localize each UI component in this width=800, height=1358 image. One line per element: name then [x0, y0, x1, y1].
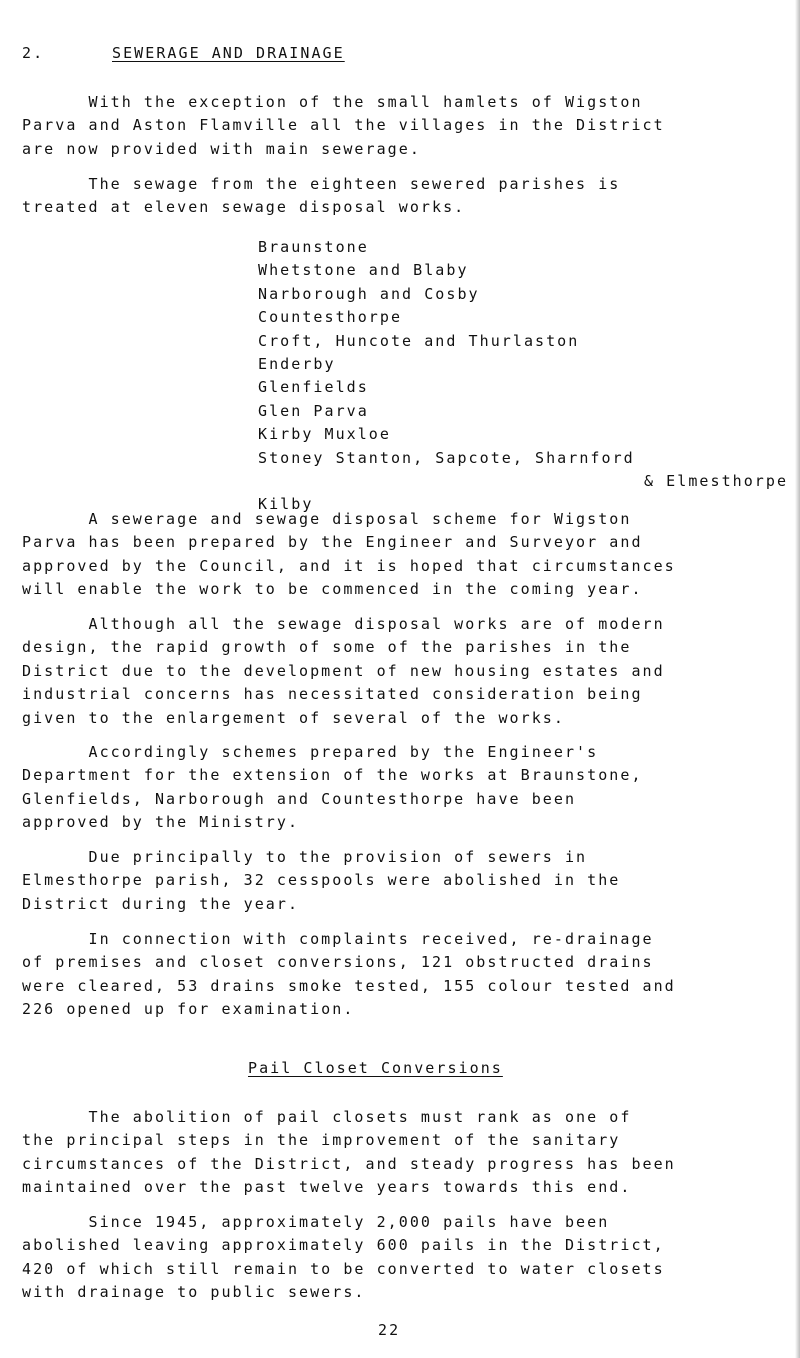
section-number: 2. — [22, 44, 45, 62]
paragraph-sewage-works — [22, 173, 792, 220]
list-item: Countesthorpe — [258, 308, 403, 327]
paragraph-line: design, the rapid growth of some of the parishes in the — [22, 638, 632, 657]
paragraph-extension-schemes — [22, 741, 792, 835]
paragraph-line: A sewerage and sewage disposal scheme for Wigston — [22, 510, 632, 528]
paragraph-cesspools — [22, 846, 792, 916]
paragraph-line: 226 opened up for examination. — [22, 1000, 355, 1019]
paragraph-pail-statistics — [22, 1211, 792, 1305]
page-number: 22 — [378, 1321, 401, 1339]
paragraph-line: With the exception of the small hamlets of Wigston — [22, 93, 643, 111]
paragraph-line: Elmesthorpe parish, 32 cesspools were abolished in the — [22, 871, 621, 890]
paragraph-line: abolished leaving approximately 600 pails in the District, — [22, 1236, 665, 1255]
paragraph-line: of premises and closet conversions, 121 obstructed drains — [22, 953, 654, 972]
paragraph-line: given to the enlargement of several of the works. — [22, 708, 565, 727]
paragraph-line: treated at eleven sewage disposal works. — [22, 198, 466, 217]
paragraph-line: are now provided with main sewerage. — [22, 139, 421, 158]
paragraph-line: maintained over the past twelve years towards this end. — [22, 1178, 632, 1197]
list-item: Whetstone and Blaby — [258, 261, 469, 280]
paragraph-line: industrial concerns has necessitated consideration being — [22, 685, 643, 704]
paragraph-exception — [22, 91, 792, 161]
section-title: SEWERAGE AND DRAINAGE — [112, 44, 345, 62]
list-item: Kilby — [258, 495, 314, 514]
paragraph-line: Parva and Aston Flamville all the villages in the District — [22, 116, 665, 135]
paragraph-line: were cleared, 53 drains smoke tested, 155 colour tested and — [22, 976, 676, 995]
paragraph-line: approved by the Ministry. — [22, 813, 300, 832]
paragraph-line: The abolition of pail closets must rank as one of — [22, 1108, 632, 1126]
section-heading — [22, 44, 345, 62]
paragraph-complaints — [22, 928, 792, 1022]
paragraph-pail-abolition — [22, 1106, 792, 1200]
paragraph-line: District due to the development of new housing estates and — [22, 661, 665, 680]
list-item: Croft, Huncote and Thurlaston — [258, 331, 580, 350]
paragraph-line: Parva has been prepared by the Engineer and Surveyor and — [22, 533, 643, 552]
paragraph-growth — [22, 613, 792, 730]
paragraph-line: will enable the work to be commenced in the coming year. — [22, 580, 643, 599]
list-item: Enderby — [258, 355, 336, 374]
paragraph-line: 420 of which still remain to be converted to water closets — [22, 1259, 665, 1278]
list-item: Glen Parva — [258, 401, 369, 420]
paragraph-line: circumstances of the District, and steady progress has been — [22, 1154, 676, 1173]
list-item: Braunstone — [258, 238, 369, 256]
list-item: Narborough and Cosby — [258, 284, 480, 303]
paragraph-line: Accordingly schemes prepared by the Engineer's — [22, 743, 599, 761]
paragraph-line: In connection with complaints received, re-drainage — [22, 930, 654, 948]
paragraph-line: Although all the sewage disposal works are of modern — [22, 615, 665, 633]
subsection-heading: Pail Closet Conversions — [248, 1059, 503, 1077]
list-item: Kirby Muxloe — [258, 425, 391, 444]
paragraph-line: the principal steps in the improvement of the sanitary — [22, 1131, 621, 1150]
list-item: Glenfields — [258, 378, 369, 397]
paragraph-wigston-scheme — [22, 508, 792, 602]
paragraph-line: approved by the Council, and it is hoped that circumstances — [22, 556, 676, 575]
paragraph-line: District during the year. — [22, 894, 300, 913]
paragraph-line: Due principally to the provision of sewers in — [22, 848, 588, 866]
sewage-works-list — [258, 236, 788, 517]
page-edge-shadow — [795, 0, 800, 1358]
list-item: Stoney Stanton, Sapcote, Sharnford — [258, 448, 635, 467]
paragraph-line: Since 1945, approximately 2,000 pails have been — [22, 1213, 610, 1231]
paragraph-line: Glenfields, Narborough and Countesthorpe have been — [22, 789, 577, 808]
paragraph-line: The sewage from the eighteen sewered parishes is — [22, 175, 621, 193]
paragraph-line: with drainage to public sewers. — [22, 1283, 366, 1302]
list-item-continuation: & Elmesthorpe — [644, 472, 789, 491]
paragraph-line: Department for the extension of the works at Braunstone, — [22, 766, 643, 785]
